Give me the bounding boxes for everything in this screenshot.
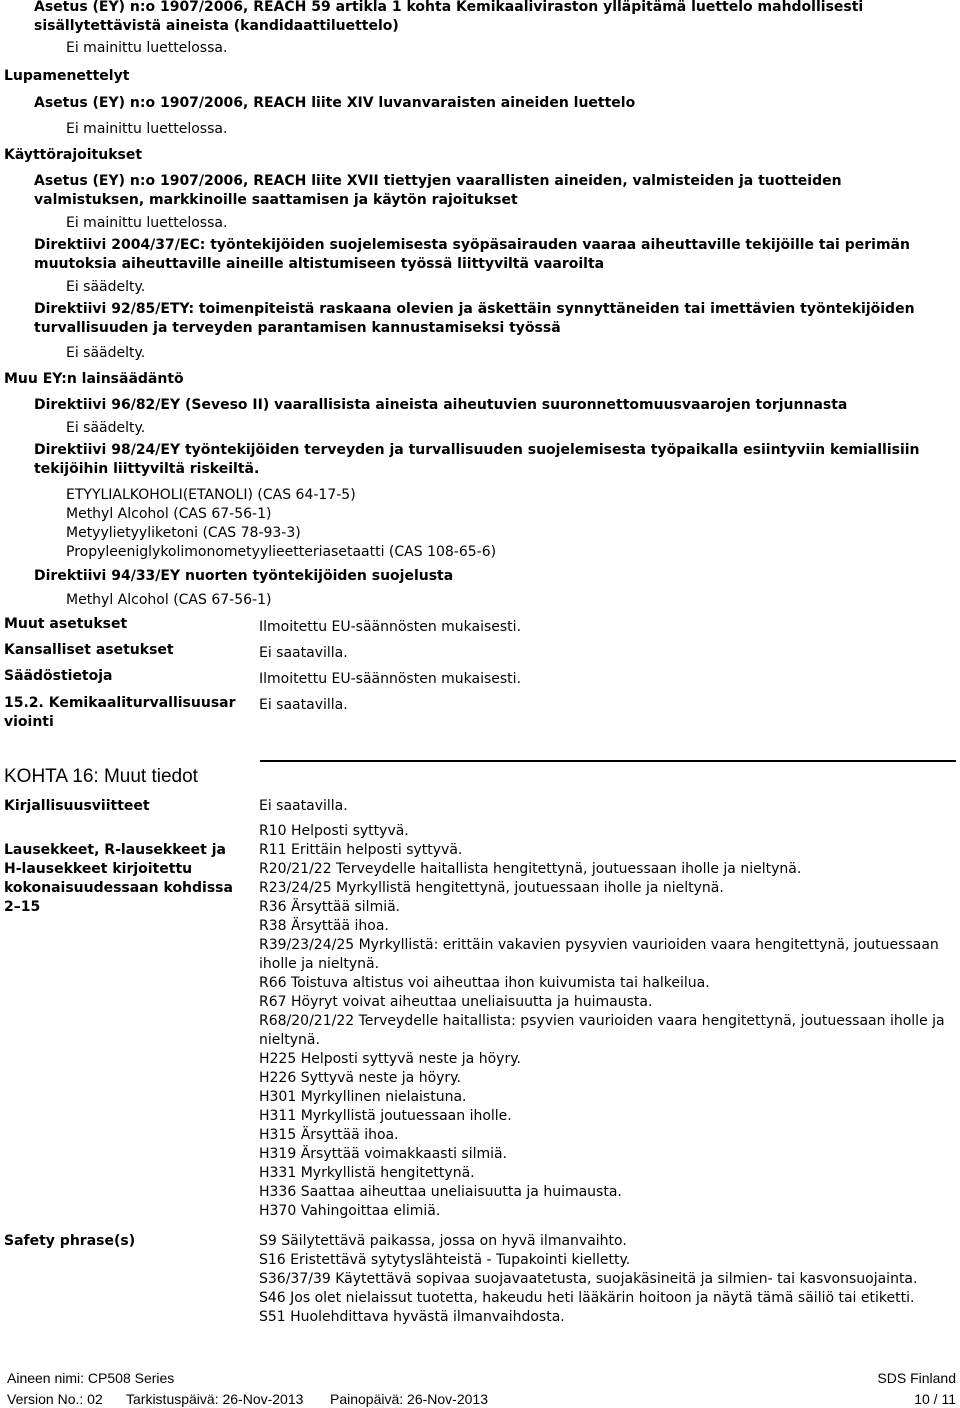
directive-2004-37-value: Ei säädelty. [66, 279, 146, 295]
phrase-item: H315 Ärsyttää ihoa. [259, 1127, 399, 1143]
substance-item: Propyleeniglykolimonometyylieetteriasetaatti (CAS 108-65-6) [66, 544, 497, 560]
kansalliset-asetukset-label: Kansalliset asetukset [4, 642, 174, 658]
safety-phrases-list [259, 1232, 954, 1327]
phrase-item: H226 Syttyvä neste ja höyry. [259, 1070, 461, 1086]
saadostietoja-value: Ilmoitettu EU-säännösten mukaisesti. [259, 671, 522, 687]
muut-asetukset-value: Ilmoitettu EU-säännösten mukaisesti. [259, 619, 522, 635]
references-label: Kirjallisuusviitteet [4, 798, 150, 814]
directive-2004-37-heading: Direktiivi 2004/37/EC: työntekijöiden suojelemisesta syöpäsairauden vaaraa aiheuttaville tekijöille tai perimän muutoksia aiheuttaville aineille altistumiseen työssä liittyviltä vaaroilta [34, 237, 910, 272]
phrase-item: H331 Myrkyllistä hengitettynä. [259, 1165, 475, 1181]
reach17-value: Ei mainittu luettelossa. [66, 215, 228, 231]
phrase-item: R10 Helposti syttyvä. [259, 823, 409, 839]
footer-page-number: 10 / 11 [914, 1391, 956, 1407]
directive-92-85-heading: Direktiivi 92/85/ETY: toimenpiteistä raskaana olevien ja äskettäin synnyttäneiden tai imettävien työntekijöiden turvallisuuden ja terveyden parantamisen kannustamiseksi työssä [34, 301, 915, 336]
muut-asetukset-label: Muut asetukset [4, 616, 128, 632]
phrases-label: Lausekkeet, R-lausekkeet ja H-lausekkeet kirjoitettu kokonaisuudessaan kohdissa 2–15 [4, 842, 233, 915]
section-16-title: KOHTA 16: Muut tiedot [4, 766, 198, 787]
phrase-item: R11 Erittäin helposti syttyvä. [259, 842, 463, 858]
muu-ey-label: Muu EY:n lainsäädäntö [4, 371, 184, 387]
phrase-item: R38 Ärsyttää ihoa. [259, 918, 389, 934]
directive-92-85-value: Ei säädelty. [66, 345, 146, 361]
safety-phrase-item: S9 Säilytettävä paikassa, jossa on hyvä ilmanvaihto. [259, 1233, 627, 1249]
reach59-heading: Asetus (EY) n:o 1907/2006, REACH 59 artikla 1 kohta Kemikaaliviraston ylläpitämä luettelo mahdollisesti sisällytettävistä aineista (kandidaattiluettelo) [34, 0, 864, 34]
phrase-item: R20/21/22 Terveydelle haitallista hengitettynä, joutuessaan iholle ja nieltynä. [259, 861, 802, 877]
phrase-item: R67 Höyryt voivat aiheuttaa uneliaisuutta ja huimausta. [259, 994, 653, 1010]
kemikaaliturvallisuusarviointi-value: Ei saatavilla. [259, 697, 348, 713]
phrase-item: H225 Helposti syttyvä neste ja höyry. [259, 1051, 521, 1067]
saadostietoja-label: Säädöstietoja [4, 668, 113, 684]
footer-version: Version No.: 02 [7, 1391, 103, 1407]
reach17-heading: Asetus (EY) n:o 1907/2006, REACH liite XVII tiettyjen vaarallisten aineiden, valmisteiden ja tuotteiden valmistuksen, markkinoille saattamisen ja käytön rajoitukset [34, 173, 842, 208]
phrase-item: R23/24/25 Myrkyllistä hengitettynä, joutuessaan iholle ja nieltynä. [259, 880, 724, 896]
phrase-item: H311 Myrkyllistä joutuessaan iholle. [259, 1108, 512, 1124]
directive-98-24-heading: Direktiivi 98/24/EY työntekijöiden terveyden ja turvallisuuden suojelemisesta työpaikalla esiintyviin kemiallisiin tekijöihin liittyviltä riskeiltä. [34, 442, 920, 477]
footer-print-date: Painopäivä: 26-Nov-2013 [330, 1391, 488, 1407]
reach59-value: Ei mainittu luettelossa. [66, 40, 228, 56]
safety-phrase-item: S36/37/39 Käytettävä sopivaa suojavaatetusta, suojakäsineitä ja silmien- tai kasvonsuojainta. [259, 1271, 918, 1287]
phrase-item: H319 Ärsyttää voimakkaasti silmiä. [259, 1146, 508, 1162]
phrase-item: H301 Myrkyllinen nielaistuna. [259, 1089, 467, 1105]
safety-phrase-item: S16 Eristettävä sytytyslähteistä - Tupakointi kielletty. [259, 1252, 631, 1268]
section-divider [260, 760, 956, 762]
phrase-item: R66 Toistuva altistus voi aiheuttaa ihon kuivumista tai halkeilua. [259, 975, 710, 991]
phrase-item: R36 Ärsyttää silmiä. [259, 899, 401, 915]
seveso-value: Ei säädelty. [66, 420, 146, 436]
phrases-list [259, 822, 954, 1221]
reach14-value: Ei mainittu luettelossa. [66, 121, 228, 137]
substance-item: ETYYLIALKOHOLI(ETANOLI) (CAS 64-17-5) [66, 487, 356, 503]
phrase-item: H370 Vahingoittaa elimiä. [259, 1203, 441, 1219]
directive-94-33-heading: Direktiivi 94/33/EY nuorten työntekijöiden suojelusta [34, 568, 454, 584]
references-value: Ei saatavilla. [259, 798, 348, 814]
seveso-heading: Direktiivi 96/82/EY (Seveso II) vaarallisista aineista aiheutuvien suuronnettomuusvaarojen torjunnasta [34, 397, 848, 413]
substance-item: Methyl Alcohol (CAS 67-56-1) [66, 506, 272, 522]
lupamenettelyt-label: Lupamenettelyt [4, 68, 130, 84]
reach14-heading: Asetus (EY) n:o 1907/2006, REACH liite XIV luvanvaraisten aineiden luettelo [34, 95, 636, 111]
footer-product-name: Aineen nimi: CP508 Series [7, 1370, 175, 1386]
substance-item: Metyylietyyliketoni (CAS 78-93-3) [66, 525, 301, 541]
footer-document-type: SDS Finland [877, 1370, 956, 1386]
phrase-item: R68/20/21/22 Terveydelle haitallista: psyvien vaurioiden vaara hengitettynä, joutuessaan iholle ja nieltynä. [259, 1013, 945, 1048]
kayttorajoitukset-label: Käyttörajoitukset [4, 147, 143, 163]
phrase-item: R39/23/24/25 Myrkyllistä: erittäin vakavien pysyvien vaurioiden vaara hengitettynä, joutuessaan iholle ja nieltynä. [259, 937, 939, 972]
footer-revision-date: Tarkistuspäivä: 26-Nov-2013 [126, 1391, 304, 1407]
safety-phrase-item: S51 Huolehdittava hyvästä ilmanvaihdosta. [259, 1309, 565, 1325]
safety-phrase-item: S46 Jos olet nielaissut tuotetta, hakeudu heti lääkärin hoitoon ja näytä tämä säiliö tai etiketti. [259, 1290, 915, 1306]
kansalliset-asetukset-value: Ei saatavilla. [259, 645, 348, 661]
kemikaaliturvallisuusarviointi-label: 15.2. Kemikaaliturvallisuusarviointi [4, 695, 236, 730]
safety-phrases-label: Safety phrase(s) [4, 1233, 136, 1249]
directive-98-24-list [66, 486, 496, 562]
phrase-item: H336 Saattaa aiheuttaa uneliaisuutta ja huimausta. [259, 1184, 622, 1200]
directive-94-33-item: Methyl Alcohol (CAS 67-56-1) [66, 592, 272, 608]
